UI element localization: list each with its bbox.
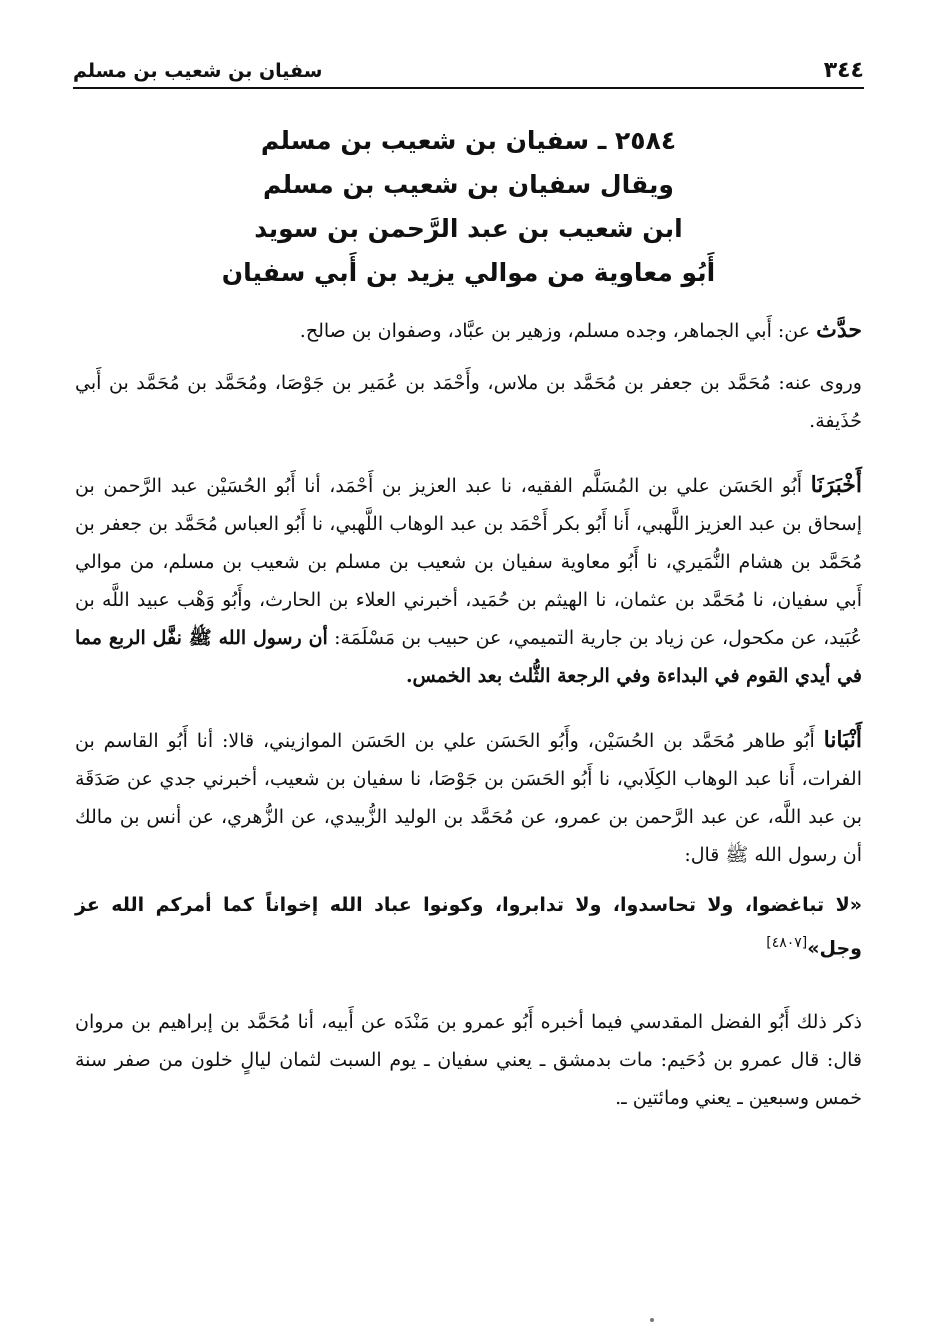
hadith-text-paragraph (75, 886, 862, 967)
hadith-text: «لا تباغضوا، ولا تحاسدوا، ولا تدابروا، وكونوا عباد الله إخواناً كما أمركم الله عز وجل» (75, 894, 862, 960)
report-1-lead: أَخْبَرَنَا (810, 472, 862, 498)
report-2-text: أَبُو طاهر مُحَمَّد بن الحُسَيْن، وأَبُو الحَسَن علي بن الحَسَن الموازيني، قالا: أنا أَبُو القاسم بن الفرات، أَنا عبد الوهاب الكِلَابي، نا أَبُو الحَسَن بن جَوْصَا، نا سفيان بن شعيب، أخبرني جدي عن صَدَقَة بن عبد اللَّه، عن عبد الرَّحمن بن عمرو، عن مُحَمَّد بن الوليد الزُّبيدي، عن الزُّهري، عن أنس بن مالك أن رسول الله ﷺ قال: (75, 730, 862, 866)
page-number: ٣٤٤ (823, 58, 864, 83)
closing-paragraph (75, 1003, 862, 1117)
entry-heading-line-1: ٢٥٨٤ ـ سفيان بن شعيب بن مسلم (260, 126, 677, 155)
running-header (73, 58, 864, 89)
hadith-reference-number: [٤٨٠٧] (766, 935, 808, 951)
entry-heading-line-3: ابن شعيب بن عبد الرَّحمن بن سويد (254, 214, 683, 243)
narrated-from-paragraph (75, 311, 862, 350)
report-1-paragraph (75, 466, 862, 695)
closing-text: ذكر ذلك أَبُو الفضل المقدسي فيما أخبره أَبُو عمرو بن مَنْدَه عن أَبيه، أنا مُحَمَّد بن إبراهيم بن مروان قال: قال عمرو بن دُحَيم: مات بدمشق ـ يعني سفيان ـ يوم السبت لثمان ليالٍ خلون من صفر سنة خمس وسبعين ـ يعني ومائتين ـ. (75, 1011, 862, 1110)
entry-heading-line-2: ويقال سفيان بن شعيب بن مسلم (263, 170, 674, 199)
narrated-by-paragraph (75, 364, 862, 440)
entry-heading-line-4: أَبُو معاوية من موالي يزيد بن أَبي سفيان (221, 258, 716, 287)
scan-speck (650, 1318, 654, 1322)
report-2-lead: أَنْبَانا (823, 727, 863, 753)
narrated-from-text: عن: أَبي الجماهر، وجده مسلم، وزهير بن عبَّاد، وصفوان بن صالح. (299, 320, 811, 342)
narrated-from-lead: حدَّث (816, 317, 862, 343)
entry-heading (75, 119, 862, 295)
report-1-matn: أن رسول الله ﷺ نفَّل الربع مما في أيدي القوم في البداءة وفي الرجعة الثُّلث بعد الخمس. (75, 627, 862, 687)
report-2-paragraph (75, 721, 862, 874)
narrated-by-text: وروى عنه: مُحَمَّد بن جعفر بن مُحَمَّد بن ملاس، وأَحْمَد بن عُمَير بن جَوْصَا، ومُحَمَّد بن مُحَمَّد بن أَبي حُذَيفة. (75, 372, 862, 432)
running-title: سفيان بن شعيب بن مسلم (73, 60, 323, 82)
report-1-text: أَبُو الحَسَن علي بن المُسَلَّم الفقيه، نا عبد العزيز بن أَحْمَد، أنا أَبُو الحُسَيْن عبد الرَّحمن بن إسحاق بن عبد العزيز اللَّهبي، أَنا أَبُو بكر أَحْمَد بن عبد الوهاب اللَّهبي، نا أَبُو العباس مُحَمَّد بن جعفر بن مُحَمَّد بن هشام النُّمَيري، نا أَبُو معاوية سفيان بن شعيب بن مسلم بن شعيب بن مسلم، من موالي أَبي سفيان، نا مُحَمَّد بن عثمان، نا الهيثم بن حُمَيد، أخبرني العلاء بن الحارث، وأَبُو وَهْب عبيد اللَّه بن عُبَيد، عن مكحول، عن زياد بن جارية التميمي، عن حبيب بن مَسْلَمَة: (75, 475, 862, 649)
